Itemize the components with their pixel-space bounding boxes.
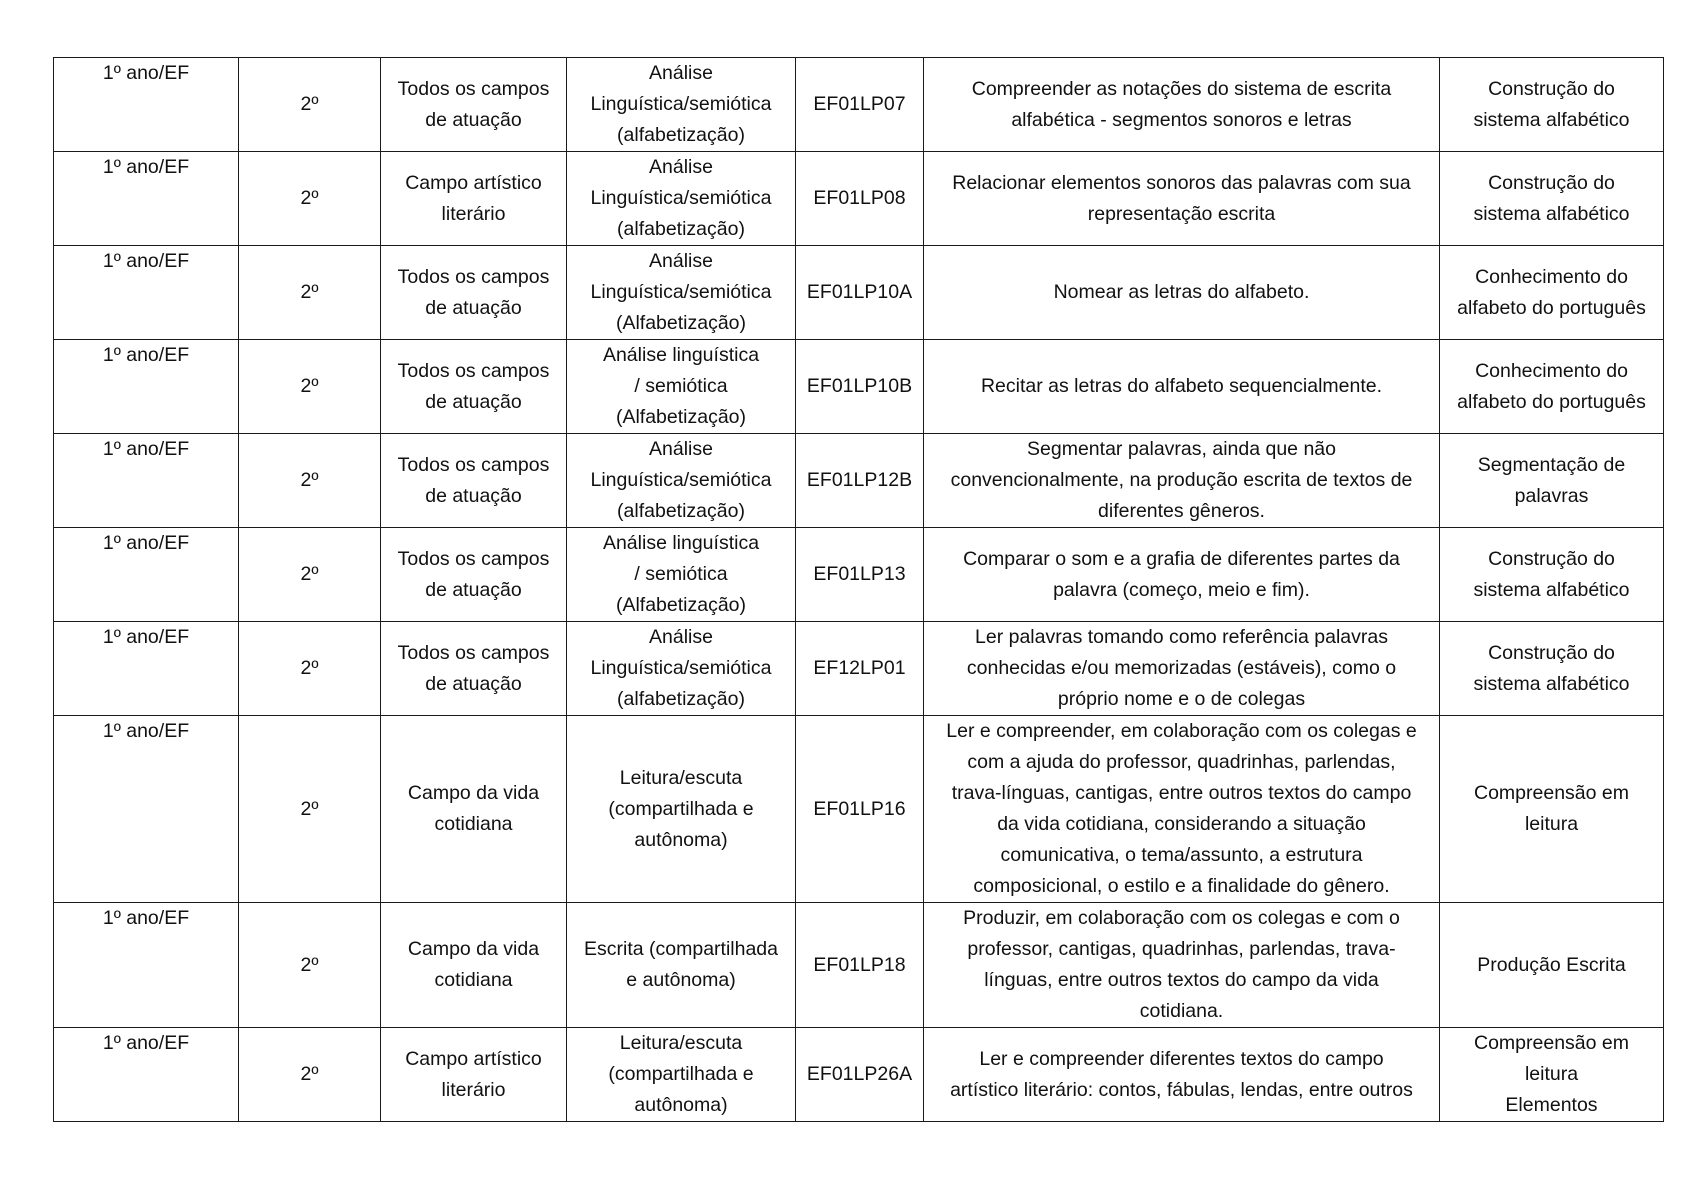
cell-objeto: Compreensão em leitura Elementos <box>1440 1028 1664 1122</box>
cell-habilidade: Produzir, em colaboração com os colegas e com o professor, cantigas, quadrinhas, parlendas, trava- línguas, entre outros textos do campo da vida cotidiana. <box>924 903 1440 1028</box>
cell-objeto: Compreensão em leitura <box>1440 716 1664 903</box>
cell-objeto: Produção Escrita <box>1440 903 1664 1028</box>
cell-bimestre: 2º <box>239 716 381 903</box>
cell-pratica: Leitura/escuta (compartilhada e autônoma) <box>567 716 796 903</box>
cell-pratica: Análise linguística / semiótica (Alfabetização) <box>567 340 796 434</box>
cell-habilidade: Relacionar elementos sonoros das palavras com sua representação escrita <box>924 152 1440 246</box>
cell-campo: Todos os campos de atuação <box>381 622 567 716</box>
cell-ano: 1º ano/EF <box>54 434 239 528</box>
cell-codigo: EF01LP07 <box>796 58 924 152</box>
cell-campo: Campo artístico literário <box>381 1028 567 1122</box>
cell-objeto: Construção do sistema alfabético <box>1440 58 1664 152</box>
cell-ano: 1º ano/EF <box>54 246 239 340</box>
cell-objeto: Segmentação de palavras <box>1440 434 1664 528</box>
cell-objeto: Construção do sistema alfabético <box>1440 622 1664 716</box>
cell-pratica: Análise Linguística/semiótica (Alfabetização) <box>567 246 796 340</box>
cell-pratica: Análise Linguística/semiótica (alfabetização) <box>567 622 796 716</box>
cell-ano: 1º ano/EF <box>54 152 239 246</box>
cell-pratica: Leitura/escuta (compartilhada e autônoma) <box>567 1028 796 1122</box>
cell-campo: Campo da vida cotidiana <box>381 903 567 1028</box>
table-row <box>54 246 1664 340</box>
cell-bimestre: 2º <box>239 622 381 716</box>
cell-codigo: EF01LP16 <box>796 716 924 903</box>
cell-bimestre: 2º <box>239 246 381 340</box>
cell-pratica: Análise Linguística/semiótica (alfabetização) <box>567 58 796 152</box>
cell-bimestre: 2º <box>239 903 381 1028</box>
cell-objeto: Construção do sistema alfabético <box>1440 528 1664 622</box>
table-row <box>54 1028 1664 1122</box>
cell-codigo: EF01LP10A <box>796 246 924 340</box>
cell-codigo: EF01LP10B <box>796 340 924 434</box>
cell-bimestre: 2º <box>239 1028 381 1122</box>
cell-bimestre: 2º <box>239 528 381 622</box>
cell-ano: 1º ano/EF <box>54 622 239 716</box>
cell-codigo: EF12LP01 <box>796 622 924 716</box>
table-row <box>54 622 1664 716</box>
cell-ano: 1º ano/EF <box>54 58 239 152</box>
cell-habilidade: Segmentar palavras, ainda que não convencionalmente, na produção escrita de textos de diferentes gêneros. <box>924 434 1440 528</box>
cell-objeto: Conhecimento do alfabeto do português <box>1440 340 1664 434</box>
cell-bimestre: 2º <box>239 340 381 434</box>
cell-objeto: Conhecimento do alfabeto do português <box>1440 246 1664 340</box>
table-row <box>54 716 1664 903</box>
cell-habilidade: Recitar as letras do alfabeto sequencialmente. <box>924 340 1440 434</box>
cell-campo: Todos os campos de atuação <box>381 528 567 622</box>
cell-campo: Todos os campos de atuação <box>381 58 567 152</box>
cell-campo: Todos os campos de atuação <box>381 340 567 434</box>
cell-habilidade: Ler palavras tomando como referência palavras conhecidas e/ou memorizadas (estáveis), como o próprio nome e o de colegas <box>924 622 1440 716</box>
cell-campo: Todos os campos de atuação <box>381 246 567 340</box>
cell-ano: 1º ano/EF <box>54 340 239 434</box>
cell-ano: 1º ano/EF <box>54 528 239 622</box>
cell-bimestre: 2º <box>239 152 381 246</box>
table-row <box>54 58 1664 152</box>
cell-habilidade: Compreender as notações do sistema de escrita alfabética - segmentos sonoros e letras <box>924 58 1440 152</box>
table-row <box>54 528 1664 622</box>
cell-habilidade: Ler e compreender diferentes textos do campo artístico literário: contos, fábulas, lendas, entre outros <box>924 1028 1440 1122</box>
cell-habilidade: Comparar o som e a grafia de diferentes partes da palavra (começo, meio e fim). <box>924 528 1440 622</box>
cell-pratica: Análise Linguística/semiótica (alfabetização) <box>567 434 796 528</box>
cell-bimestre: 2º <box>239 58 381 152</box>
cell-codigo: EF01LP13 <box>796 528 924 622</box>
cell-campo: Campo artístico literário <box>381 152 567 246</box>
curriculum-table <box>53 57 1664 1122</box>
cell-ano: 1º ano/EF <box>54 716 239 903</box>
cell-pratica: Análise Linguística/semiótica (alfabetização) <box>567 152 796 246</box>
cell-pratica: Escrita (compartilhada e autônoma) <box>567 903 796 1028</box>
table-row <box>54 340 1664 434</box>
table-row <box>54 903 1664 1028</box>
table-row <box>54 152 1664 246</box>
cell-codigo: EF01LP26A <box>796 1028 924 1122</box>
cell-habilidade: Ler e compreender, em colaboração com os colegas e com a ajuda do professor, quadrinhas, parlendas, trava-línguas, cantigas, entre outros textos do campo da vida cotidiana, considerando a situação comunicativa, o tema/assunto, a estrutura composicional, o estilo e a finalidade do gênero. <box>924 716 1440 903</box>
cell-pratica: Análise linguística / semiótica (Alfabetização) <box>567 528 796 622</box>
cell-objeto: Construção do sistema alfabético <box>1440 152 1664 246</box>
cell-campo: Campo da vida cotidiana <box>381 716 567 903</box>
table-body <box>54 58 1664 1122</box>
table-row <box>54 434 1664 528</box>
cell-codigo: EF01LP12B <box>796 434 924 528</box>
cell-codigo: EF01LP18 <box>796 903 924 1028</box>
cell-ano: 1º ano/EF <box>54 1028 239 1122</box>
cell-campo: Todos os campos de atuação <box>381 434 567 528</box>
cell-codigo: EF01LP08 <box>796 152 924 246</box>
cell-ano: 1º ano/EF <box>54 903 239 1028</box>
cell-bimestre: 2º <box>239 434 381 528</box>
cell-habilidade: Nomear as letras do alfabeto. <box>924 246 1440 340</box>
